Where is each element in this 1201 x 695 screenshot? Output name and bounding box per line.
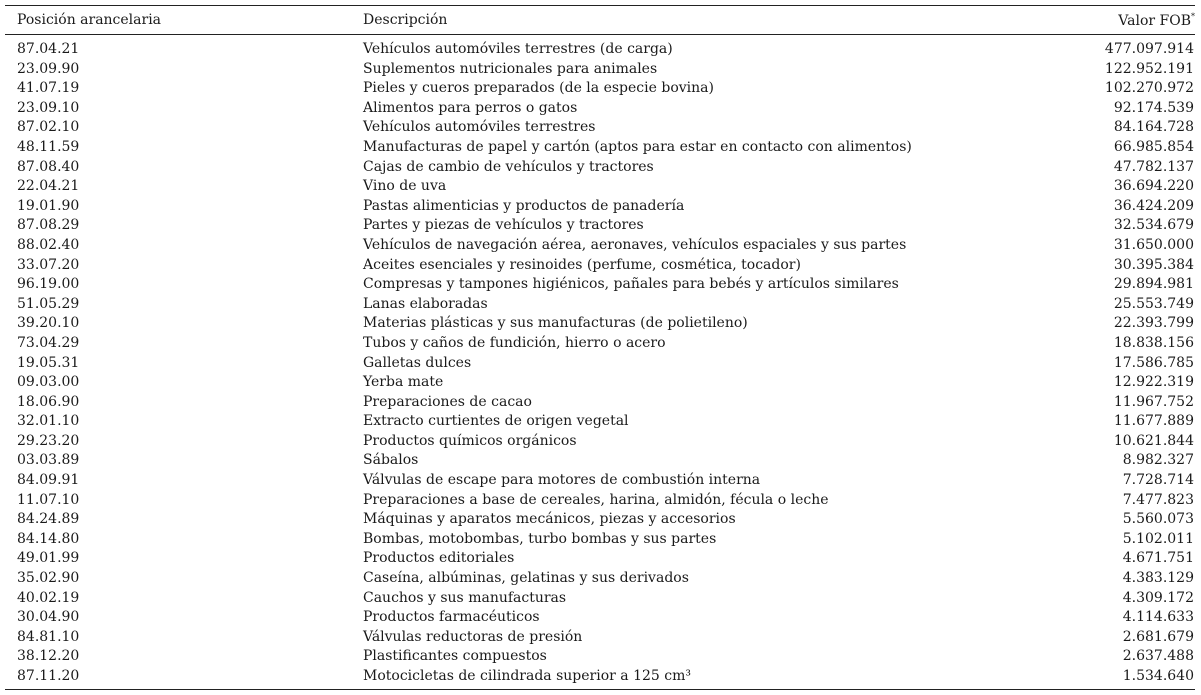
table-header [5, 6, 1195, 35]
cell-value: 4.671.751 [1122, 550, 1194, 567]
cell-value: 4.114.633 [1122, 609, 1194, 626]
cell-value: 36.694.220 [1113, 178, 1194, 195]
table-row [5, 628, 1195, 648]
cell-value: 477.097.914 [1104, 41, 1194, 57]
table-row [5, 314, 1195, 334]
table-row [5, 549, 1195, 569]
cell-position: 84.81.10 [17, 628, 80, 645]
cell-value: 30.395.384 [1113, 256, 1194, 273]
table-row [5, 99, 1195, 119]
cell-description: Motocicletas de cilindrada superior a 125 cm³ [363, 667, 963, 689]
cell-position: 03.03.89 [17, 452, 80, 469]
table-row [5, 432, 1195, 452]
cell-description: Extracto curtientes de origen vegetal [363, 413, 629, 430]
table-row [5, 138, 1195, 158]
cell-description: Caseína, albúminas, gelatinas y sus derivados [363, 570, 689, 587]
cell-description: Pastas alimenticias y productos de panadería [363, 197, 685, 214]
cell-description: Productos editoriales [363, 550, 515, 567]
table-row [5, 197, 1195, 217]
cell-value: 5.560.073 [1122, 511, 1194, 528]
cell-position: 87.11.20 [5, 667, 363, 689]
header-row [5, 6, 1195, 35]
cell-value: 4.309.172 [1122, 589, 1194, 606]
cell-value: 29.894.981 [1113, 276, 1194, 293]
table-row [5, 510, 1195, 530]
table-row [5, 295, 1195, 315]
cell-description: Compresas y tampones higiénicos, pañales para bebés y artículos similares [363, 276, 899, 293]
cell-value: 2.637.488 [1122, 648, 1194, 665]
table-row [5, 35, 1195, 60]
cell-position: 40.02.19 [17, 589, 80, 606]
table-row [5, 608, 1195, 628]
cell-description: Lanas elaboradas [363, 295, 488, 312]
cell-position: 41.07.19 [17, 80, 80, 97]
cell-description: Cauchos y sus manufacturas [363, 589, 567, 606]
header-value-footnote-mark: * [1191, 11, 1195, 21]
cell-position: 87.04.21 [17, 41, 80, 57]
cell-value: 25.553.749 [1113, 295, 1194, 312]
table-row [5, 256, 1195, 276]
cell-position: 87.08.40 [17, 158, 80, 175]
cell-description: Productos farmacéuticos [363, 609, 540, 626]
cell-position: 22.04.21 [17, 178, 80, 195]
cell-position: 33.07.20 [17, 256, 80, 273]
table-row [5, 530, 1195, 550]
cell-description: Pieles y cueros preparados (de la especie bovina) [363, 80, 714, 97]
cell-description: Partes y piezas de vehículos y tractores [363, 217, 644, 234]
cell-position: 23.09.10 [17, 99, 80, 116]
cell-position: 84.14.80 [17, 530, 80, 547]
cell-position: 18.06.90 [17, 393, 80, 410]
table-row [5, 471, 1195, 491]
cell-value: 10.621.844 [1113, 432, 1194, 449]
table-row [5, 412, 1195, 432]
cell-description: Yerba mate [363, 374, 444, 391]
cell-description: Válvulas reductoras de presión [363, 628, 583, 645]
cell-position: 84.24.89 [17, 511, 80, 528]
table-row [5, 158, 1195, 178]
cell-value: 2.681.679 [1122, 628, 1194, 645]
cell-description: Suplementos nutricionales para animales [363, 60, 658, 77]
cell-description: Cajas de cambio de vehículos y tractores [363, 158, 654, 175]
cell-value: 122.952.191 [1104, 60, 1194, 77]
header-description: Descripción [363, 6, 963, 35]
cell-description: Aceites esenciales y resinoides (perfume, cosmética, tocador) [363, 256, 801, 273]
cell-value: 31.650.000 [1113, 236, 1194, 253]
cell-position: 73.04.29 [17, 334, 80, 351]
cell-description: Productos químicos orgánicos [363, 432, 577, 449]
cell-position: 29.23.20 [17, 432, 80, 449]
table-row [5, 79, 1195, 99]
cell-description: Vehículos automóviles terrestres [363, 119, 596, 136]
cell-description: Preparaciones de cacao [363, 393, 532, 410]
cell-value: 17.586.785 [1113, 354, 1194, 371]
header-position: Posición arancelaria [5, 6, 363, 35]
cell-description: Galletas dulces [363, 354, 472, 371]
cell-description: Vehículos de navegación aérea, aeronaves, vehículos espaciales y sus partes [363, 236, 907, 253]
cell-value: 7.477.823 [1122, 491, 1194, 508]
cell-position: 87.02.10 [17, 119, 80, 136]
cell-position: 84.09.91 [17, 472, 80, 489]
table-row [5, 451, 1195, 471]
table-row [5, 334, 1195, 354]
cell-position: 23.09.90 [17, 60, 80, 77]
cell-value: 1.534.640 [963, 667, 1195, 689]
cell-position: 39.20.10 [17, 315, 80, 332]
table-row [5, 275, 1195, 295]
cell-position: 11.07.10 [17, 491, 80, 508]
cell-position: 09.03.00 [17, 374, 80, 391]
table-row [5, 393, 1195, 413]
cell-value: 11.967.752 [1113, 393, 1194, 410]
cell-description: Preparaciones a base de cereales, harina, almidón, fécula o leche [363, 491, 829, 508]
cell-description: Alimentos para perros o gatos [363, 99, 578, 116]
cell-value: 36.424.209 [1113, 197, 1194, 214]
cell-value: 11.677.889 [1113, 413, 1194, 430]
table-row [5, 177, 1195, 197]
cell-position: 96.19.00 [17, 276, 80, 293]
header-value-label: Valor FOB [1118, 12, 1191, 29]
cell-value: 32.534.679 [1113, 217, 1194, 234]
cell-value: 12.922.319 [1113, 374, 1194, 391]
cell-position: 87.08.29 [17, 217, 80, 234]
cell-description: Plastificantes compuestos [363, 648, 547, 665]
cell-value: 102.270.972 [1104, 80, 1194, 97]
cell-position: 88.02.40 [17, 236, 80, 253]
table-row [5, 491, 1195, 511]
cell-value: 84.164.728 [1113, 119, 1194, 136]
cell-description: Válvulas de escape para motores de combustión interna [363, 472, 761, 489]
cell-value: 47.782.137 [1113, 158, 1194, 175]
table-row [5, 60, 1195, 80]
cell-position: 38.12.20 [17, 648, 80, 665]
cell-position: 30.04.90 [17, 609, 80, 626]
table-body [5, 35, 1195, 690]
table-row [5, 667, 1195, 689]
cell-value: 5.102.011 [1122, 530, 1194, 547]
cell-value: 22.393.799 [1113, 315, 1194, 332]
cell-position: 49.01.99 [17, 550, 80, 567]
cell-description: Bombas, motobombas, turbo bombas y sus partes [363, 530, 717, 547]
cell-description: Máquinas y aparatos mecánicos, piezas y accesorios [363, 511, 736, 528]
cell-position: 51.05.29 [17, 295, 80, 312]
cell-value: 18.838.156 [1113, 334, 1194, 351]
cell-description: Vino de uva [363, 178, 447, 195]
table-row [5, 216, 1195, 236]
table-row [5, 647, 1195, 667]
cell-position: 48.11.59 [17, 138, 80, 155]
cell-value: 92.174.539 [1113, 99, 1194, 116]
table-row [5, 373, 1195, 393]
table-row [5, 118, 1195, 138]
cell-value: 7.728.714 [1122, 472, 1194, 489]
cell-position: 32.01.10 [17, 413, 80, 430]
export-table [5, 5, 1195, 690]
table-row [5, 236, 1195, 256]
cell-description: Sábalos [363, 452, 419, 469]
cell-value: 8.982.327 [1122, 452, 1194, 469]
cell-position: 19.05.31 [17, 354, 80, 371]
cell-position: 35.02.90 [17, 570, 80, 587]
cell-position: 19.01.90 [17, 197, 80, 214]
cell-value: 66.985.854 [1113, 138, 1194, 155]
cell-description: Manufacturas de papel y cartón (aptos para estar en contacto con alimentos) [363, 138, 912, 155]
header-value [963, 6, 1195, 35]
cell-description: Materias plásticas y sus manufacturas (de polietileno) [363, 315, 748, 332]
table-row [5, 589, 1195, 609]
cell-value: 4.383.129 [1122, 570, 1194, 587]
cell-description: Vehículos automóviles terrestres (de carga) [363, 41, 673, 57]
cell-description: Tubos y caños de fundición, hierro o acero [363, 334, 666, 351]
table-row [5, 569, 1195, 589]
table-row [5, 354, 1195, 374]
